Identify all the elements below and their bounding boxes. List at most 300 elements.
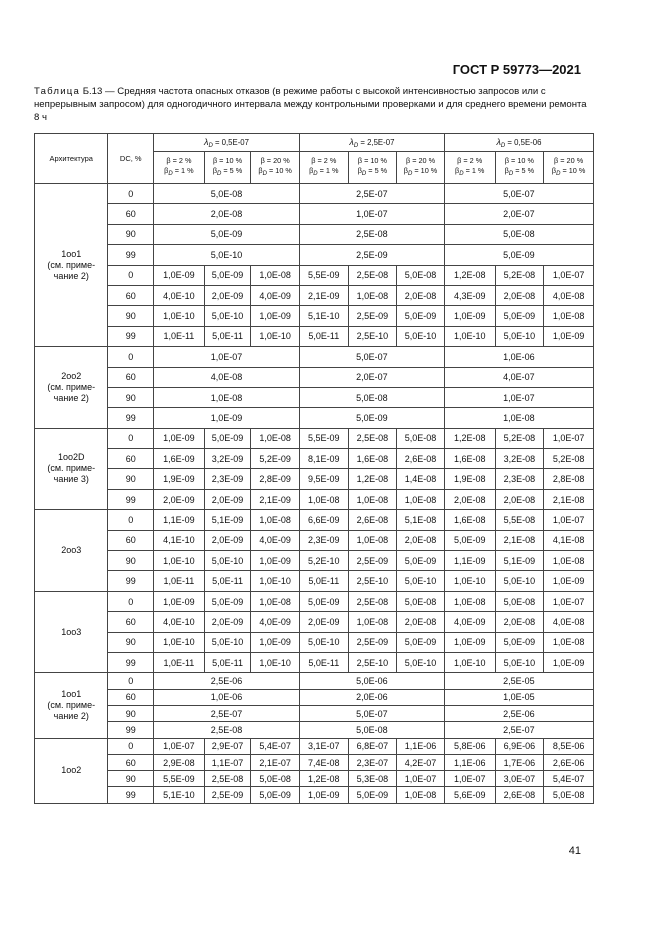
value-cell: 6,8E-07 [348,738,397,754]
merged-value-cell: 5,0E-09 [444,245,593,265]
beta-value: β = 20 % [405,156,436,165]
value-cell: 1,0E-08 [251,591,300,611]
beta-d-value: = 10 % [414,166,438,175]
value-cell: 5,8E-06 [444,738,495,754]
merged-value-cell: 5,0E-08 [299,722,444,738]
dc-cell: 60 [108,689,154,705]
table-row [35,689,594,705]
value-cell: 5,0E-11 [299,571,348,591]
value-cell: 2,6E-08 [495,787,544,803]
merged-value-cell: 5,0E-07 [299,705,444,721]
table-row [35,285,594,305]
value-cell: 4,2E-07 [397,754,445,770]
value-cell: 1,0E-09 [154,265,205,285]
caption-text: — Средняя частота опасных отказов (в режиме работы с высокой интенсивностью запросов или с непрерывным запросом) для одногодичного интервала между контрольными проверками и для среднего времени ремонта 8 ч [34,86,587,123]
value-cell: 2,5E-09 [348,306,397,326]
value-cell: 3,0E-07 [495,771,544,787]
value-cell: 2,5E-09 [348,632,397,652]
value-cell: 2,1E-08 [544,489,594,509]
dc-cell: 90 [108,705,154,721]
table-row [35,347,594,367]
merged-value-cell: 2,5E-06 [444,705,593,721]
value-cell: 5,0E-10 [397,652,445,672]
value-cell: 1,0E-10 [154,551,205,571]
value-cell: 4,1E-10 [154,530,205,550]
beta-d-value: = 1 % [174,166,194,175]
beta-d-symbol: $\beta_D$ [357,166,367,177]
value-cell: 5,2E-10 [299,551,348,571]
table-row [35,489,594,509]
value-cell: 5,5E-09 [299,265,348,285]
beta-d-symbol: $\beta_D$ [258,166,267,177]
value-cell: 5,0E-10 [204,551,251,571]
value-cell: 1,0E-10 [444,571,495,591]
merged-value-cell: 1,0E-06 [444,347,593,367]
value-cell: 5,1E-09 [495,551,544,571]
table-row [35,224,594,244]
value-cell: 1,0E-09 [544,571,594,591]
value-cell: 1,1E-07 [204,754,251,770]
value-cell: 1,0E-08 [251,428,300,448]
value-cell: 2,3E-08 [495,469,544,489]
value-cell: 1,0E-10 [154,632,205,652]
merged-value-cell: 2,0E-07 [444,204,593,224]
value-cell: 5,0E-09 [444,530,495,550]
merged-value-cell: 5,0E-09 [154,224,300,244]
lambda-group-header: $\lambda_D = 2,5E-07$ [299,134,444,152]
merged-value-cell: 5,0E-08 [299,387,444,407]
dc-cell: 99 [108,652,154,672]
beta-header [204,152,251,184]
value-cell: 1,9E-08 [444,469,495,489]
value-cell: 1,1E-06 [444,754,495,770]
value-cell: 2,1E-09 [299,285,348,305]
merged-value-cell: 2,5E-09 [299,245,444,265]
merged-value-cell: 2,0E-08 [154,204,300,224]
value-cell: 1,0E-08 [348,285,397,305]
value-cell: 2,6E-06 [544,754,594,770]
beta-d-value: = 5 % [223,166,243,175]
beta-d-value: = 5 % [515,166,535,175]
value-cell: 5,0E-11 [204,652,251,672]
table-row [35,738,594,754]
value-cell: 2,0E-09 [204,612,251,632]
value-cell: 2,1E-08 [495,530,544,550]
dc-cell: 60 [108,754,154,770]
value-cell: 5,0E-09 [397,306,445,326]
value-cell: 5,0E-10 [204,306,251,326]
beta-d-symbol: $\beta_D$ [504,166,514,177]
value-cell: 1,0E-07 [544,510,594,530]
value-cell: 5,0E-10 [397,326,445,346]
merged-value-cell: 5,0E-09 [299,408,444,428]
dc-cell: 90 [108,469,154,489]
value-cell: 1,0E-08 [251,510,300,530]
beta-value: β = 10 % [504,156,534,165]
table-row [35,428,594,448]
table-row [35,673,594,689]
merged-value-cell: 4,0E-07 [444,367,593,387]
dc-cell: 90 [108,632,154,652]
value-cell: 2,5E-08 [348,265,397,285]
value-cell: 1,0E-09 [544,652,594,672]
merged-value-cell: 5,0E-10 [154,245,300,265]
architecture-line: (см. приме- [47,463,96,474]
beta-d-value: = 1 % [319,166,339,175]
beta-d-symbol: $\beta_D$ [164,166,173,177]
value-cell: 1,0E-09 [251,306,300,326]
lambda-group-value: = 0,5E-06 [507,137,542,147]
value-cell: 2,0E-08 [495,285,544,305]
value-cell: 5,5E-08 [495,510,544,530]
value-cell: 5,0E-08 [544,787,594,803]
value-cell: 5,0E-09 [495,306,544,326]
table-row [35,265,594,285]
table-row [35,204,594,224]
value-cell: 5,0E-10 [299,632,348,652]
beta-value: β = 10 % [357,156,387,165]
table-row [35,326,594,346]
value-cell: 5,0E-10 [495,571,544,591]
table-row [35,705,594,721]
value-cell: 8,5E-06 [544,738,594,754]
value-cell: 5,0E-08 [397,591,445,611]
value-cell: 1,0E-08 [444,591,495,611]
page-number: 41 [568,845,581,857]
value-cell: 5,6E-09 [444,787,495,803]
value-cell: 5,0E-10 [397,571,445,591]
value-cell: 1,6E-08 [444,449,495,469]
merged-value-cell: 1,0E-07 [154,347,300,367]
value-cell: 3,2E-09 [204,449,251,469]
value-cell: 5,0E-09 [299,591,348,611]
architecture-line: 1oo2 [61,765,82,776]
value-cell: 5,0E-09 [204,428,251,448]
beta-value: β = 20 % [554,156,584,165]
value-cell: 1,0E-09 [154,591,205,611]
value-cell: 1,6E-08 [348,449,397,469]
architecture-line: 1oo2D [57,452,85,463]
merged-value-cell: 4,0E-08 [154,367,300,387]
value-cell: 3,2E-08 [495,449,544,469]
table-row [35,245,594,265]
merged-value-cell: 1,0E-07 [299,204,444,224]
header-dc-label: DC, % [119,154,142,163]
value-cell: 4,0E-09 [251,285,300,305]
value-cell: 1,0E-08 [348,530,397,550]
merged-value-cell: 5,0E-07 [299,347,444,367]
architecture-line: (см. приме- [47,259,96,270]
beta-header [251,152,300,184]
value-cell: 1,0E-10 [251,652,300,672]
dc-cell: 60 [108,204,154,224]
dc-cell: 0 [108,510,154,530]
value-cell: 1,0E-07 [444,771,495,787]
beta-value: β = 2 % [166,156,192,165]
value-cell: 1,6E-09 [154,449,205,469]
value-cell: 2,8E-08 [544,469,594,489]
architecture-cell [35,738,108,803]
table-row [35,408,594,428]
value-cell: 5,0E-11 [204,571,251,591]
dc-cell: 60 [108,612,154,632]
table-row [35,530,594,550]
value-cell: 5,2E-08 [544,449,594,469]
beta-header [444,152,495,184]
table-row [35,754,594,770]
value-cell: 2,3E-09 [299,530,348,550]
value-cell: 1,0E-10 [251,571,300,591]
value-cell: 5,5E-09 [154,771,205,787]
beta-d-value: = 10 % [268,166,292,175]
value-cell: 1,2E-08 [444,265,495,285]
dc-cell: 0 [108,738,154,754]
value-cell: 2,1E-09 [251,489,300,509]
merged-value-cell: 2,0E-06 [299,689,444,705]
dc-cell: 99 [108,326,154,346]
beta-d-value: = 1 % [465,166,485,175]
dc-cell: 0 [108,591,154,611]
value-cell: 5,0E-08 [397,428,445,448]
value-cell: 2,5E-08 [348,591,397,611]
value-cell: 6,6E-09 [299,510,348,530]
lambda-group-value: = 0,5E-07 [214,137,249,147]
architecture-line: 2oo2 [61,370,82,381]
header-architecture: Архитектура [35,134,108,184]
value-cell: 5,0E-11 [204,326,251,346]
dc-cell: 90 [108,551,154,571]
value-cell: 1,9E-09 [154,469,205,489]
value-cell: 5,0E-09 [397,632,445,652]
beta-d-symbol: $\beta_D$ [309,166,318,177]
architecture-cell [35,428,108,510]
lambda-group-header: $\lambda_D = 0,5E-07$ [154,134,300,152]
merged-value-cell: 1,0E-07 [444,387,593,407]
architecture-cell [35,510,108,592]
architecture-line: 2oo3 [61,545,82,556]
beta-header [397,152,445,184]
table-row [35,449,594,469]
value-cell: 4,3E-09 [444,285,495,305]
value-cell: 1,0E-09 [444,632,495,652]
value-cell: 1,0E-09 [299,787,348,803]
value-cell: 2,0E-08 [495,489,544,509]
value-cell: 2,5E-10 [348,326,397,346]
failure-rate-table [34,133,594,804]
merged-value-cell: 1,0E-09 [154,408,300,428]
dc-cell: 90 [108,306,154,326]
value-cell: 1,7E-06 [495,754,544,770]
value-cell: 2,9E-08 [154,754,205,770]
value-cell: 3,1E-07 [299,738,348,754]
value-cell: 5,0E-09 [204,265,251,285]
architecture-cell [35,184,108,347]
value-cell: 5,2E-09 [251,449,300,469]
beta-value: β = 2 % [457,156,483,165]
value-cell: 1,1E-09 [444,551,495,571]
value-cell: 1,0E-10 [251,326,300,346]
dc-cell: 0 [108,673,154,689]
dc-cell: 60 [108,367,154,387]
merged-value-cell: 1,0E-08 [154,387,300,407]
beta-header [348,152,397,184]
value-cell: 8,1E-09 [299,449,348,469]
table-row [35,632,594,652]
beta-value: β = 10 % [212,156,243,165]
value-cell: 4,0E-08 [544,285,594,305]
architecture-cell [35,591,108,673]
value-cell: 2,5E-08 [204,771,251,787]
dc-cell: 0 [108,265,154,285]
merged-value-cell: 5,0E-08 [154,184,300,204]
merged-value-cell: 2,5E-05 [444,673,593,689]
value-cell: 1,0E-07 [544,428,594,448]
value-cell: 1,0E-08 [397,787,445,803]
value-cell: 5,0E-09 [251,787,300,803]
value-cell: 1,2E-08 [444,428,495,448]
dc-cell: 99 [108,571,154,591]
merged-value-cell: 1,0E-08 [444,408,593,428]
dc-cell: 0 [108,347,154,367]
value-cell: 2,5E-08 [348,428,397,448]
value-cell: 1,4E-08 [397,469,445,489]
table-row [35,612,594,632]
value-cell: 5,0E-11 [299,652,348,672]
architecture-line: (см. приме- [47,381,96,392]
beta-header [544,152,594,184]
value-cell: 5,0E-08 [251,771,300,787]
table-row [35,387,594,407]
value-cell: 5,0E-08 [495,591,544,611]
architecture-line: (см. приме- [47,699,96,710]
table-row [35,771,594,787]
value-cell: 2,0E-09 [299,612,348,632]
architecture-line: 1oo1 [61,248,82,259]
value-cell: 1,1E-09 [154,510,205,530]
value-cell: 5,0E-09 [495,632,544,652]
value-cell: 1,0E-10 [444,326,495,346]
dc-cell: 0 [108,428,154,448]
value-cell: 4,0E-08 [544,612,594,632]
value-cell: 2,0E-09 [204,285,251,305]
value-cell: 4,0E-10 [154,285,205,305]
value-cell: 2,8E-09 [251,469,300,489]
beta-d-symbol: $\beta_D$ [551,166,561,177]
dc-cell: 99 [108,489,154,509]
table-row [35,510,594,530]
dc-cell: 60 [108,285,154,305]
standard-code: ГОСТ Р 59773—2021 [452,62,581,77]
value-cell: 5,2E-08 [495,428,544,448]
value-cell: 1,0E-07 [154,738,205,754]
dc-cell: 90 [108,771,154,787]
value-cell: 2,0E-09 [204,489,251,509]
architecture-line: 1oo1 [61,688,82,699]
value-cell: 5,2E-08 [495,265,544,285]
value-cell: 1,0E-09 [251,632,300,652]
dc-cell: 99 [108,722,154,738]
value-cell: 1,0E-08 [544,632,594,652]
value-cell: 1,2E-08 [348,469,397,489]
caption-number: Б.13 [82,86,103,97]
value-cell: 2,0E-08 [397,285,445,305]
value-cell: 5,0E-10 [495,652,544,672]
value-cell: 1,0E-08 [397,489,445,509]
value-cell: 2,5E-09 [348,551,397,571]
value-cell: 1,0E-08 [348,489,397,509]
value-cell: 1,2E-08 [299,771,348,787]
value-cell: 2,6E-08 [348,510,397,530]
merged-value-cell: 5,0E-06 [299,673,444,689]
beta-d-symbol: $\beta_D$ [454,166,464,177]
value-cell: 1,0E-10 [444,652,495,672]
value-cell: 4,0E-09 [444,612,495,632]
value-cell: 4,0E-09 [251,530,300,550]
value-cell: 2,5E-10 [348,652,397,672]
value-cell: 6,9E-06 [495,738,544,754]
merged-value-cell: 2,5E-08 [154,722,300,738]
value-cell: 1,0E-09 [154,428,205,448]
beta-d-value: = 10 % [562,166,586,175]
beta-value: β = 20 % [260,156,290,165]
value-cell: 2,1E-07 [251,754,300,770]
architecture-line: 1oo3 [61,626,82,637]
dc-cell: 99 [108,245,154,265]
table-row [35,787,594,803]
merged-value-cell: 2,5E-07 [154,705,300,721]
value-cell: 2,5E-09 [204,787,251,803]
beta-header [495,152,544,184]
value-cell: 7,4E-08 [299,754,348,770]
lambda-group-header: $\lambda_D = 0,5E-06$ [444,134,593,152]
architecture-line: чание 2) [53,270,89,281]
architecture-cell [35,673,108,738]
value-cell: 1,0E-09 [544,326,594,346]
value-cell: 5,3E-08 [348,771,397,787]
value-cell: 5,0E-09 [397,551,445,571]
merged-value-cell: 1,0E-06 [154,689,300,705]
dc-cell: 90 [108,224,154,244]
dc-cell: 60 [108,449,154,469]
merged-value-cell: 1,0E-05 [444,689,593,705]
dc-cell: 99 [108,787,154,803]
value-cell: 4,0E-09 [251,612,300,632]
value-cell: 1,0E-08 [544,306,594,326]
beta-d-value: = 5 % [368,166,388,175]
beta-header [154,152,205,184]
value-cell: 1,0E-11 [154,652,205,672]
table-row [35,306,594,326]
value-cell: 5,1E-09 [204,510,251,530]
value-cell: 5,1E-10 [299,306,348,326]
value-cell: 1,0E-08 [299,489,348,509]
value-cell: 1,0E-08 [251,265,300,285]
value-cell: 5,5E-09 [299,428,348,448]
value-cell: 1,0E-07 [544,265,594,285]
value-cell: 5,0E-10 [495,326,544,346]
value-cell: 1,0E-07 [544,591,594,611]
table-caption [34,85,594,124]
value-cell: 4,0E-10 [154,612,205,632]
value-cell: 2,0E-08 [444,489,495,509]
value-cell: 2,0E-08 [397,612,445,632]
value-cell: 5,0E-09 [348,787,397,803]
value-cell: 2,0E-08 [397,530,445,550]
lambda-group-value: = 2,5E-07 [360,137,395,147]
table-row [35,469,594,489]
architecture-line: чание 2) [53,710,89,721]
architecture-line: чание 2) [53,392,89,403]
